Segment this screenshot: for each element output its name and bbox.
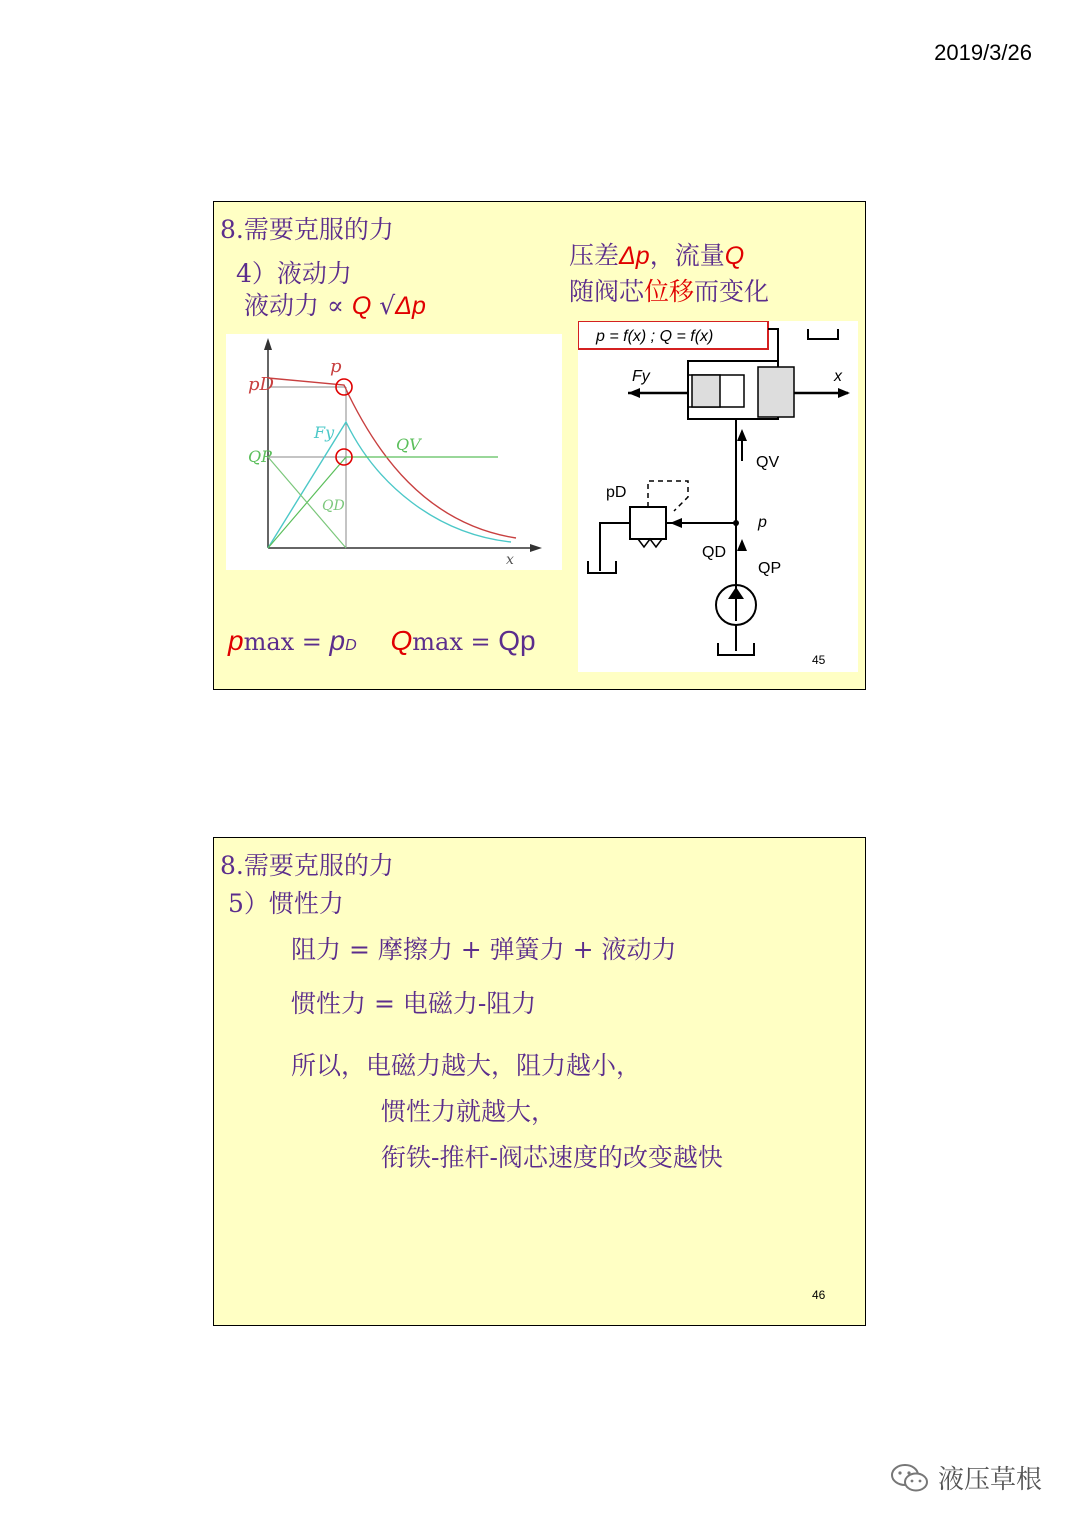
fy-label: Fy xyxy=(632,368,650,385)
wechat-icon xyxy=(890,1462,930,1494)
x-axis-arrow xyxy=(530,544,542,552)
body-line-4: 惯性力就越大， xyxy=(381,1097,557,1126)
formula-q: Q xyxy=(351,292,372,320)
label-x: x xyxy=(506,552,514,568)
body-line-3: 所以，电磁力越大，阻力越小， xyxy=(291,1051,642,1080)
qv-arrow xyxy=(737,429,747,441)
note-q: Q xyxy=(724,242,745,270)
qd-arrow xyxy=(670,518,682,528)
spool-land xyxy=(692,375,720,407)
label-p: p xyxy=(330,356,342,377)
note-highlight: 位移 xyxy=(644,277,695,306)
body-line-1: 阻力 = 摩擦力 + 弹簧力 + 液动力 xyxy=(291,935,677,964)
equation-text: p = f(x) ; Q = f(x) xyxy=(596,328,714,345)
qv-label: QV xyxy=(756,454,780,471)
formula-text: 液动力 ∝ xyxy=(244,291,344,320)
formula-max: max = xyxy=(412,628,499,656)
body-line-5: 衔铁-推杆-阀芯速度的改变越快 xyxy=(381,1143,723,1172)
drain-tank xyxy=(588,523,630,573)
formula-qp: Qp xyxy=(498,625,536,656)
sqrt-symbol: √ xyxy=(379,291,396,320)
force-graph xyxy=(226,334,562,570)
label-qv: QV xyxy=(396,435,421,454)
note-text: 随阀芯 xyxy=(569,277,645,306)
formula-p: p xyxy=(228,625,244,656)
fy-curve xyxy=(268,422,511,548)
qp-label: QP xyxy=(758,560,782,577)
formula-q: Q xyxy=(390,625,413,656)
x-label: x xyxy=(834,368,842,385)
body-line-2: 惯性力 = 电磁力-阻力 xyxy=(291,989,537,1018)
note-text: 而变化 xyxy=(694,277,770,306)
label-qd: QD xyxy=(322,498,345,514)
label-pd: pD xyxy=(248,374,274,395)
note-line-2 xyxy=(569,272,769,308)
note-text: ，流量 xyxy=(649,241,725,270)
slide-subtitle: 4）液动力 xyxy=(236,259,352,288)
spool-land xyxy=(758,367,794,417)
y-axis-arrow xyxy=(264,338,272,350)
formula-pd-subscript: D xyxy=(345,637,357,654)
circuit-svg xyxy=(578,321,858,672)
slide-46 xyxy=(213,837,866,1326)
pressure-curve xyxy=(268,378,516,538)
pd-label: pD xyxy=(606,484,627,501)
formula-max: max = xyxy=(243,628,330,656)
slide-subtitle: 5）惯性力 xyxy=(228,889,344,918)
max-formula xyxy=(228,624,536,657)
junction-dot xyxy=(733,520,739,526)
x-arrow xyxy=(838,388,850,398)
slide-title: 8.需要克服的力 xyxy=(220,851,394,880)
note-text: 压差 xyxy=(569,241,620,270)
formula-dp: Δp xyxy=(395,292,426,320)
hydraulic-circuit xyxy=(578,321,858,672)
note-line-1 xyxy=(569,236,744,272)
relief-valve xyxy=(630,507,666,539)
note-dp: Δp xyxy=(619,242,650,270)
p-label: p xyxy=(758,514,767,531)
formula-line xyxy=(244,286,426,322)
page-number: 46 xyxy=(812,1288,826,1302)
fy-arrow xyxy=(628,388,640,398)
slide-45 xyxy=(213,201,866,690)
watermark-text: 液压草根 xyxy=(937,1465,1042,1495)
watermark xyxy=(890,1459,1042,1496)
qv-line xyxy=(268,457,498,548)
label-fy: Fy xyxy=(314,423,335,442)
page-date: 2019/3/26 xyxy=(934,40,1032,65)
formula-pd: p xyxy=(329,625,346,656)
page-number: 45 xyxy=(812,653,826,667)
label-qp: QP xyxy=(248,447,272,466)
qp-arrow xyxy=(737,539,747,551)
pump-arrow xyxy=(728,587,744,599)
qd-label: QD xyxy=(702,544,726,561)
graph-svg xyxy=(226,334,562,570)
slide-title: 8.需要克服的力 xyxy=(220,215,394,244)
spring-symbol xyxy=(638,539,662,547)
